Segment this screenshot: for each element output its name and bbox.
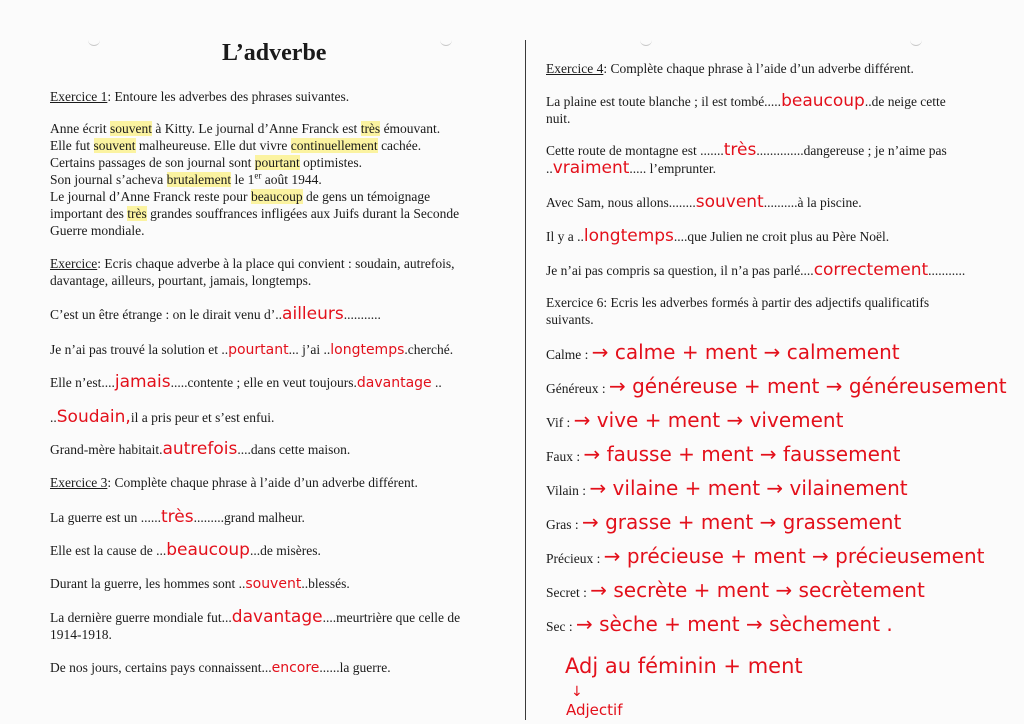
handwritten-answer[interactable]: jamais [114, 372, 171, 392]
ex3-sentence-3 [50, 575, 350, 593]
ex4-label: Exercice 4 [546, 61, 604, 76]
handwritten-answer[interactable]: → grasse + ment → grassement [582, 510, 902, 534]
handwritten-note-2: Adjectif [566, 701, 623, 719]
text: Cette route de montagne est ....... [546, 143, 724, 158]
ex6-row [546, 442, 901, 466]
ex3-sentence-5 [50, 659, 391, 677]
ex1-label: Exercice 1 [50, 89, 108, 104]
text: ..... l’emprunter. [629, 161, 717, 176]
ex1-line-4 [50, 171, 322, 188]
text: le 1 [231, 172, 255, 187]
adjective-label: Sec : [546, 619, 573, 634]
dots: .. [50, 410, 57, 425]
ex6-row [546, 374, 1007, 398]
superscript: er [254, 170, 262, 181]
text: Je n’ai pas compris sa question, il n’a pas parlé.... [546, 263, 814, 278]
highlighted-adverb[interactable]: continuellement [290, 138, 378, 153]
handwritten-answer[interactable]: beaucoup [166, 540, 250, 560]
handwritten-answer[interactable]: → précieuse + ment → précieusement [603, 544, 985, 568]
text: optimistes. [299, 155, 362, 170]
text: Le journal d’Anne Franck reste pour [50, 189, 251, 204]
handwritten-answer[interactable]: très [723, 140, 757, 160]
dots: .. [546, 161, 553, 176]
text: Certains passages de son journal sont [50, 155, 255, 170]
text: Elle est la cause de ... [50, 543, 167, 558]
punch-mark-2 [440, 38, 452, 46]
handwritten-note: Adj au féminin + ment [565, 654, 803, 678]
highlighted-adverb[interactable]: beaucoup [250, 189, 303, 204]
text: Elle n’est [50, 375, 102, 390]
ex4-sentence-5 [546, 262, 965, 279]
ex1-line-2 [50, 137, 421, 154]
punch-mark-3 [640, 38, 652, 46]
adjective-label: Vif : [546, 415, 571, 430]
text: Durant la guerre, les hommes sont .. [50, 576, 246, 591]
handwritten-answer[interactable]: davantage [356, 375, 432, 391]
column-divider [525, 40, 526, 720]
highlighted-adverb[interactable]: brutalement [166, 172, 232, 187]
text: ..de neige cette [864, 94, 946, 109]
ex6-label: Exercice 6 [546, 295, 604, 310]
text: ..............dangereuse ; je n’aime pas [756, 143, 947, 158]
ex2-sentence-5 [50, 441, 350, 458]
handwritten-answer[interactable]: très [160, 507, 194, 527]
ex6-row [546, 544, 985, 568]
adjective-label: Calme : [546, 347, 589, 362]
text: ....dans cette maison. [237, 442, 351, 457]
text: ..........à la piscine. [763, 195, 862, 210]
text: cachée. [377, 138, 422, 153]
text: ... j’ai .. [288, 342, 331, 357]
text: De nos jours, certains pays connaissent... [50, 660, 272, 675]
handwritten-answer[interactable]: souvent [695, 192, 764, 212]
ex1-line-3 [50, 154, 362, 171]
handwritten-answer[interactable]: → calme + ment → calmement [591, 340, 900, 364]
text: Avec Sam, nous allons........ [546, 195, 696, 210]
dots: . [353, 375, 357, 390]
handwritten-answer[interactable]: → secrète + ment → secrètement [590, 578, 925, 602]
ex6-instruction-2: suivants. [546, 312, 594, 327]
ex2-heading [50, 255, 454, 272]
adjective-label: Gras : [546, 517, 579, 532]
handwritten-answer[interactable]: → vive + ment → vivement [573, 408, 844, 432]
ex2-instruction-2: davantage, ailleurs, pourtant, jamais, longtemps. [50, 273, 312, 288]
ex2-sentence-3 [50, 374, 442, 392]
dots: .... [101, 375, 115, 390]
ex3-sentence-4 [50, 609, 460, 626]
ex6-row [546, 476, 908, 500]
ex6-instruction: : Ecris les adverbes formés à partir des adjectifs qualificatifs [603, 295, 930, 310]
page-title: L’adverbe [222, 40, 327, 66]
ex4-sentence-1 [546, 93, 946, 110]
handwritten-answer[interactable]: → sèche + ment → sèchement . [576, 612, 893, 636]
handwritten-answer[interactable]: encore [271, 660, 320, 676]
ex2-sentence-4 [50, 409, 274, 426]
handwritten-note-arrow: ↓ [571, 684, 583, 700]
handwritten-answer[interactable]: correctement [813, 260, 929, 280]
ex4-sentence-4 [546, 228, 889, 245]
ex3-instruction: : Complète chaque phrase à l’aide d’un adverbe différent. [107, 475, 418, 490]
handwritten-answer[interactable]: pourtant [228, 342, 289, 358]
text: .. [431, 375, 442, 390]
text: ......la guerre. [319, 660, 391, 675]
ex4-sentence-1-cont: nuit. [546, 111, 571, 126]
ex1-heading [50, 88, 349, 105]
handwritten-answer[interactable]: souvent [245, 576, 302, 592]
text: .cherché. [404, 342, 454, 357]
ex6-row [546, 612, 893, 636]
ex4-sentence-2-cont [546, 160, 716, 177]
ex4-sentence-3 [546, 194, 862, 211]
text: ........... [928, 263, 966, 278]
ex4-heading [546, 60, 914, 77]
punch-mark-1 [88, 38, 100, 46]
handwritten-answer[interactable]: longtemps [583, 226, 674, 246]
handwritten-answer[interactable]: beaucoup [781, 91, 865, 111]
handwritten-answer[interactable]: longtemps [330, 342, 405, 358]
adjective-label: Précieux : [546, 551, 601, 566]
ex6-row [546, 340, 900, 364]
text: C’est un être étrange : on le dirait venu d’ [50, 307, 276, 322]
ex2-sentence-1 [50, 306, 381, 323]
ex6-row [546, 510, 902, 534]
handwritten-answer[interactable]: vraiment [552, 158, 630, 178]
ex1-line-5 [50, 188, 430, 205]
text: Je n’ai pas trouvé la solution et [50, 342, 222, 357]
text: ...de misères. [249, 543, 321, 558]
ex3-label: Exercice 3 [50, 475, 108, 490]
ex3-heading [50, 474, 418, 491]
ex1-instruction: : Entoure les adverbes des phrases suivantes. [107, 89, 350, 104]
handwritten-answer[interactable]: autrefois [162, 439, 238, 459]
handwritten-answer[interactable]: ailleurs [282, 304, 344, 324]
ex3-sentence-2 [50, 542, 321, 559]
adjective-label: Secret : [546, 585, 587, 600]
ex6-heading [546, 294, 929, 311]
ex2-instruction: : Ecris chaque adverbe à la place qui convient : soudain, autrefois, [97, 256, 455, 271]
highlighted-adverb[interactable]: très [360, 121, 381, 136]
text: ..blessés. [301, 576, 350, 591]
ex2-sentence-2 [50, 341, 453, 359]
highlighted-adverb[interactable]: très [127, 206, 147, 221]
adjective-label: Faux : [546, 449, 581, 464]
text: il a pris peur et s’est enfui. [130, 410, 275, 425]
handwritten-answer[interactable]: → fausse + ment → faussement [583, 442, 901, 466]
ex6-row [546, 408, 844, 432]
text: La plaine est toute blanche ; il est tombé..... [546, 94, 782, 109]
text: La guerre est un ...... [50, 510, 161, 525]
ex1-line-6 [50, 205, 459, 222]
text: émouvant. [380, 121, 441, 136]
handwritten-answer[interactable]: → généreuse + ment → généreusement [608, 374, 1007, 398]
highlighted-adverb[interactable]: souvent [93, 138, 136, 153]
ex4-sentence-2 [546, 142, 947, 159]
text: ....que Julien ne croit plus au Père Noël. [673, 229, 890, 244]
ex3-sentence-4-cont: 1914-1918. [50, 627, 112, 642]
dots: .. [275, 307, 283, 322]
highlighted-adverb[interactable]: souvent [109, 121, 152, 136]
text: malheureuse. Elle dut vivre [135, 138, 291, 153]
ex6-row [546, 578, 925, 602]
text: .........grand malheur. [193, 510, 305, 525]
ex3-sentence-1 [50, 509, 305, 526]
ex1-line-7: Guerre mondiale. [50, 223, 145, 238]
ex2-label: Exercice [50, 256, 98, 271]
handwritten-answer[interactable]: → vilaine + ment → vilainement [589, 476, 908, 500]
text: Il y a .. [546, 229, 584, 244]
text: à Kitty. Le journal d’Anne Franck est [151, 121, 361, 136]
adjective-label: Généreux : [546, 381, 606, 396]
text: Elle fut [50, 138, 94, 153]
text: grandes souffrances infligées aux Juifs durant la Seconde [146, 206, 460, 221]
text: .....contente ; elle en veut toujours [170, 375, 354, 390]
ex1-line-1 [50, 120, 440, 137]
text: de gens un témoignage [302, 189, 431, 204]
adjective-label: Vilain : [546, 483, 587, 498]
handwritten-answer[interactable]: Soudain, [56, 407, 131, 427]
text: août 1944. [261, 172, 322, 187]
dots: ........... [343, 307, 381, 322]
punch-mark-4 [910, 38, 922, 46]
dots: .. [221, 342, 229, 357]
text: ....meurtrière que celle de [322, 610, 461, 625]
handwritten-answer[interactable]: davantage [231, 607, 323, 627]
highlighted-adverb[interactable]: pourtant [254, 155, 300, 170]
text: Anne écrit [50, 121, 110, 136]
ex4-instruction: : Complète chaque phrase à l’aide d’un adverbe différent. [603, 61, 914, 76]
text: La dernière guerre mondiale fut... [50, 610, 232, 625]
text: Son journal s’acheva [50, 172, 167, 187]
text: Grand-mère habitait. [50, 442, 163, 457]
text: important des [50, 206, 128, 221]
